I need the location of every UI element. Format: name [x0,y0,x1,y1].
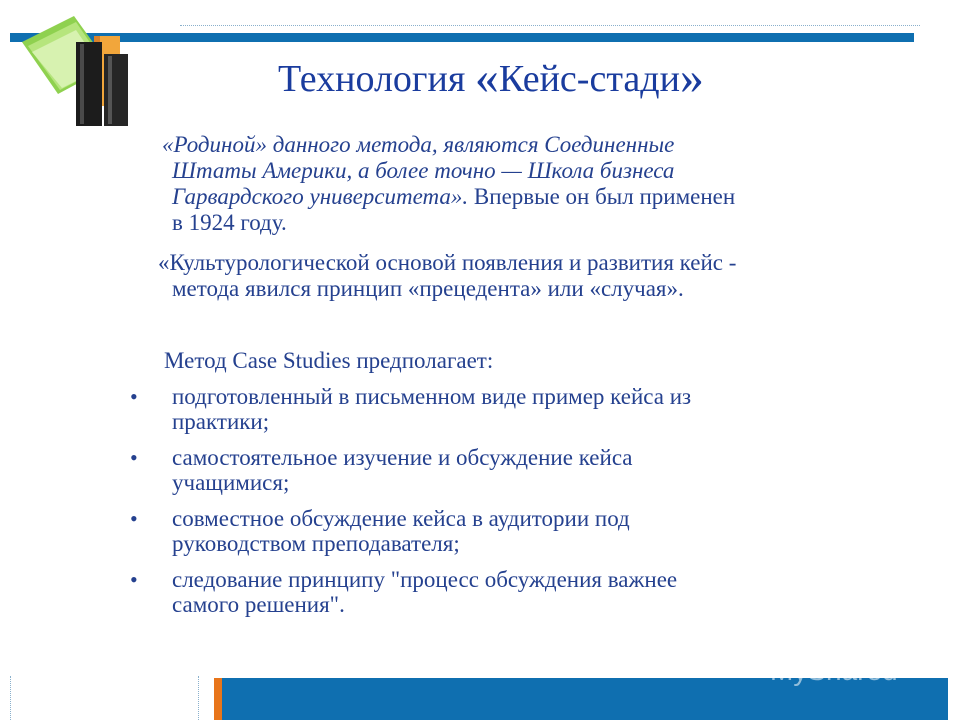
culture-line: метода явился принцип «прецедента» или «случая». [172,276,684,301]
list-item [130,506,910,556]
top-dotted-line [180,25,920,26]
origin-line-regular: Впервые он был применен [473,184,736,209]
list-item [130,445,910,495]
bottom-dotted-line-left [10,676,11,720]
list-item [130,567,910,617]
bullet-icon: • [130,567,138,592]
books-icon [14,8,144,126]
method-bullet-list [130,384,910,628]
bullet-text-line: совместное обсуждение кейса в аудитории под [172,506,630,531]
method-intro: Метод Case Studies предполагает: [164,348,494,373]
origin-line: «Родиной» данного метода, являются Соединенные [162,132,675,157]
title-word: Кейс-стади [498,58,680,100]
slide-title [278,50,704,105]
bullet-text-line: самостоятельное изучение и обсуждение кейса [172,445,633,470]
bullet-text-line: самого решения". [172,592,345,617]
list-item [130,384,910,434]
title-main: Технология [278,58,475,100]
bullet-icon: • [130,445,138,470]
culture-paragraph [152,250,912,302]
bullet-icon: • [130,506,138,531]
bullet-icon: • [130,384,138,409]
origin-paragraph [150,132,900,236]
bullet-text-line: руководством преподавателя; [172,531,460,556]
top-accent-bar [10,33,914,42]
bullet-text-line: учащимися; [172,470,290,495]
origin-line [150,184,900,210]
bullet-text-line: подготовленный в письменном виде пример кейса из [172,384,692,409]
bottom-orange-accent [214,678,222,720]
title-open-quote: « [474,51,499,104]
title-close-quote: » [679,51,704,104]
watermark-logo: MyShared [770,655,898,686]
bullet-text-line: практики; [172,409,270,434]
culture-line: «Культурологической основой появления и развития кейс - [158,250,737,275]
origin-line: в 1924 году. [172,210,287,235]
bullet-text-line: следование принципу "процесс обсуждения важнее [172,567,678,592]
origin-line: Штаты Америки, а более точно — Школа бизнеса [172,158,675,183]
bottom-dotted-line-mid [198,676,199,720]
origin-line-italic: Гарвардского университета». [172,184,469,209]
